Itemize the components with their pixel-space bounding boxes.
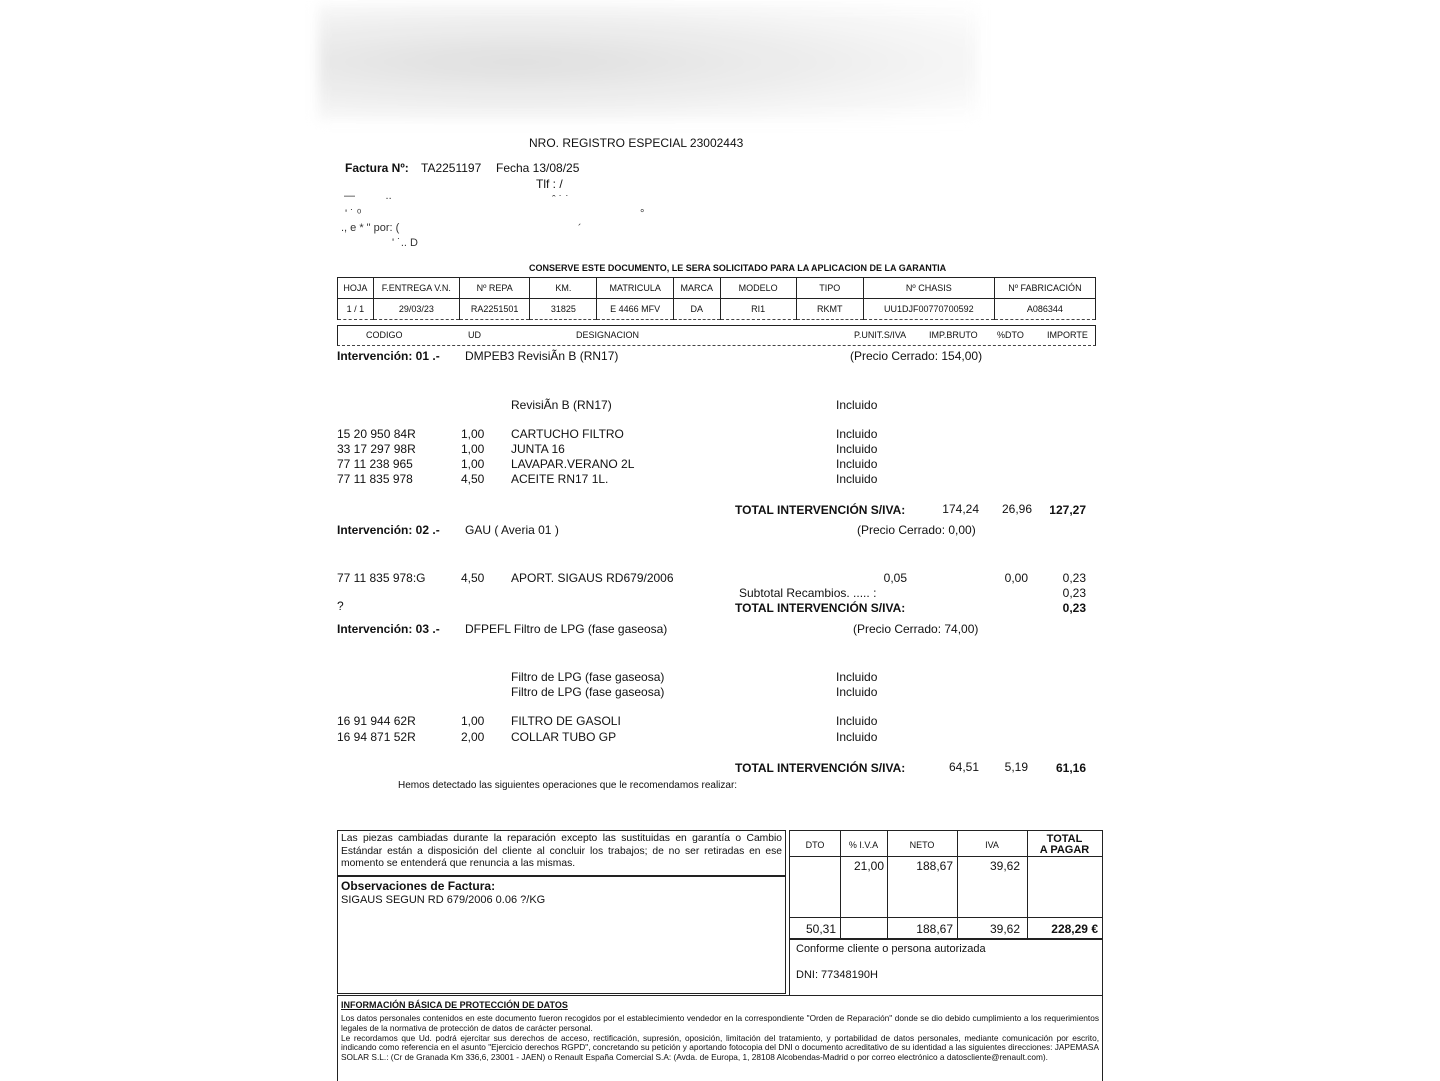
line-designation: ACEITE RN17 1L. (511, 472, 609, 486)
sub-operation: Filtro de LPG (fase gaseosa) (511, 670, 665, 684)
line-code: 16 94 871 52R (337, 730, 416, 744)
line-ud: 1,00 (461, 442, 485, 456)
col-hoja: HOJA (338, 278, 374, 299)
line-designation: JUNTA 16 (511, 442, 565, 456)
total-importe: 0,23 (1062, 601, 1086, 615)
col-matricula: MATRICULA (597, 278, 673, 299)
totals-row-iva-pct: 21,00 (853, 859, 884, 873)
col-km: KM. (530, 278, 597, 299)
totals-iva: 39,62 (989, 922, 1020, 936)
vehicle-table (337, 277, 1096, 320)
totals-h-iva-pct: % I.V.A (848, 840, 879, 850)
line-code: 16 91 944 62R (337, 714, 416, 728)
observations-title: Observaciones de Factura: (341, 879, 496, 893)
col-importe: IMPORTE (1047, 330, 1088, 340)
col-dto: %DTO (997, 330, 1024, 340)
col-marca: MARCA (673, 278, 720, 299)
redacted-text: ' ˙.. D (392, 237, 418, 249)
line-status: Incluido (836, 714, 878, 728)
total-importe: 61,16 (1055, 761, 1086, 775)
status-included: Incluido (836, 670, 878, 684)
total-label: TOTAL INTERVENCIÓN S/IVA: (735, 601, 906, 615)
total-label: TOTAL INTERVENCIÓN S/IVA: (735, 761, 906, 775)
factura-date: Fecha 13/08/25 (496, 161, 580, 175)
legal-p2: Le recordamos que Ud. podrá ejercitar sus derechos de acceso, rectificación, supresión, oposición, limitación del tratamiento, y portabilidad de datos personales, mediante comunicación por escrito, indicando como referencia en el asunto "Ejercicio derechos RGPD", concretando su petición y aportando fotocopia del DNI o documento acreditativo de su identidad a las siguientes direcciones: JAPEMASA SOLAR S.L.: (Cr de Granada Km 336,6, 23001 - JAEN) o Renault España Comercial S.A: (Avda. de Europa, 1, 28108 Alcobendas-Madrid o por correo electrónico a datoscliente@renault.com). (341, 1032, 1099, 1063)
line-status: Incluido (836, 427, 878, 441)
dni: DNI: 77348190H (796, 969, 878, 981)
intervention-desc: GAU ( Averia 01 ) (465, 523, 559, 537)
totals-dto: 50,31 (805, 922, 836, 936)
line-code: 77 11 238 965 (337, 457, 413, 471)
line-code: 33 17 297 98R (337, 442, 416, 456)
line-dto: 0,00 (1004, 571, 1028, 585)
cell-matricula: E 4466 MFV (597, 299, 673, 320)
totals-h-iva: IVA (985, 840, 999, 850)
line-punit: 0,05 (883, 571, 907, 585)
intervention-label: Intervención: 02 .- (337, 523, 440, 537)
totals-h-total-1: TOTAL (1046, 833, 1083, 845)
cell-fentrega: 29/03/23 (373, 299, 459, 320)
col-modelo: MODELO (720, 278, 796, 299)
line-designation: COLLAR TUBO GP (511, 730, 617, 744)
line-status: Incluido (836, 457, 878, 471)
cell-km: 31825 (530, 299, 597, 320)
totals-h-neto: NETO (909, 840, 935, 850)
line-importe: 0,23 (1062, 571, 1086, 585)
conforme-label: Conforme cliente o persona autorizada (796, 943, 986, 955)
subtotal-label: Subtotal Recambios. ..... : (739, 586, 877, 600)
blurred-letterhead (318, 4, 978, 120)
cell-chasis: UU1DJF00770700592 (863, 299, 994, 320)
items-column-header (337, 325, 1096, 346)
line-ud: 2,00 (461, 730, 485, 744)
registro-especial: NRO. REGISTRO ESPECIAL 23002443 (529, 136, 744, 150)
total-importe: 127,27 (1049, 503, 1086, 517)
pieces-notice-box (337, 830, 786, 876)
intervention-desc: DMPEB3 RevisiÃn B (RN17) (465, 349, 619, 363)
total-bruto: 174,24 (942, 502, 979, 516)
total-dto: 5,19 (1004, 760, 1028, 774)
redacted-text: — .. (344, 190, 392, 202)
line-status: Incluido (836, 730, 878, 744)
col-tipo: TIPO (796, 278, 863, 299)
cell-modelo: RI1 (720, 299, 796, 320)
totals-box (789, 830, 1103, 940)
pieces-notice: Las piezas cambiadas durante la reparación excepto las sustituidas en garantía o Cambio Estándar están a disposición del cliente al concluir los trabajos; de no ser retiradas en ese momento se entenderá que renuncia a las mismas. (341, 833, 782, 869)
line-designation: FILTRO DE GASOLI (511, 714, 621, 728)
subtotal-value: 0,23 (1062, 586, 1086, 600)
vehicle-table-header (338, 278, 1096, 299)
totals-row-neto: 188,67 (916, 859, 953, 873)
line-ud: 4,50 (461, 571, 485, 585)
col-punit: P.UNIT.S/IVA (854, 330, 907, 340)
line-ud: 4,50 (461, 472, 485, 486)
totals-h-total-2: A PAGAR (1039, 844, 1090, 856)
line-designation: CARTUCHO FILTRO (511, 427, 624, 441)
sub-operation: Filtro de LPG (fase gaseosa) (511, 685, 665, 699)
line-ud: 1,00 (461, 427, 485, 441)
total-bruto: 64,51 (948, 760, 979, 774)
intervention-precio: (Precio Cerrado: 0,00) (857, 523, 976, 537)
col-chasis: Nº CHASIS (863, 278, 994, 299)
total-label: TOTAL INTERVENCIÓN S/IVA: (735, 503, 906, 517)
cell-repa: RA2251501 (459, 299, 529, 320)
col-repa: Nº REPA (459, 278, 529, 299)
totals-h-dto: DTO (805, 840, 825, 850)
line-status: Incluido (836, 442, 878, 456)
intervention-label: Intervención: 03 .- (337, 622, 440, 636)
line-designation: APORT. SIGAUS RD679/2006 (511, 571, 674, 585)
legal-title: INFORMACIÓN BÁSICA DE PROTECCIÓN DE DATOS (341, 1000, 568, 1010)
observations-text: SIGAUS SEGUN RD 679/2006 0.06 ?/KG (341, 894, 546, 906)
factura-number: TA2251197 (421, 161, 482, 175)
intervention-desc: DFPEFL Filtro de LPG (fase gaseosa) (465, 622, 668, 636)
legal-p1: Los datos personales contenidos en este documento fueron recogidos por el establecimiento vendedor en la correspondiente "Orden de Reparación" donde se dio debido cumplimiento a los requerimientos legales de la normativa de protección de datos de carácter personal. (341, 1013, 1099, 1033)
signature-box (789, 938, 1103, 996)
col-designacion: DESIGNACION (576, 330, 640, 340)
redacted-text: ., e * " por: ( (341, 222, 400, 234)
cell-fabricacion: A086344 (994, 299, 1095, 320)
line-designation: LAVAPAR.VERANO 2L (511, 457, 635, 471)
factura-label: Factura Nº: (345, 161, 409, 175)
telefono: Tlf : / (536, 177, 563, 191)
recommendation-text: Hemos detectado las siguientes operaciones que le recomendamos realizar: (398, 780, 738, 791)
line-code: 15 20 950 84R (337, 427, 416, 441)
line-code: 77 11 835 978:G (337, 571, 426, 585)
totals-row-iva: 39,62 (989, 859, 1020, 873)
col-fentrega: F.ENTREGA V.N. (373, 278, 459, 299)
sub-operation: RevisiÃn B (RN17) (511, 398, 612, 412)
total-dto: 26,96 (1001, 502, 1032, 516)
intervention-label: Intervención: 01 .- (337, 349, 440, 363)
line-code: 77 11 835 978 (337, 472, 413, 486)
guarantee-notice: CONSERVE ESTE DOCUMENTO, LE SERA SOLICITADO PARA LA APLICACION DE LA GARANTIA (529, 263, 947, 273)
col-impbruto: IMP.BRUTO (929, 330, 978, 340)
observations-box (337, 876, 786, 994)
col-fabricacion: Nº FABRICACIÓN (994, 278, 1095, 299)
totals-grand-total: 228,29 € (1051, 922, 1098, 936)
data-protection-box (337, 995, 1103, 1081)
col-ud: UD (468, 330, 481, 340)
vehicle-table-row (338, 299, 1096, 320)
intervention-precio: (Precio Cerrado: 74,00) (853, 622, 979, 636)
unknown-mark: ? (337, 599, 344, 613)
cell-tipo: RKMT (796, 299, 863, 320)
line-ud: 1,00 (461, 714, 485, 728)
redacted-text: ' ˙ ⁰ (345, 208, 362, 220)
intervention-precio: (Precio Cerrado: 154,00) (850, 349, 983, 363)
line-ud: 1,00 (461, 457, 485, 471)
status-included: Incluido (836, 398, 878, 412)
col-codigo: CODIGO (366, 330, 403, 340)
cell-marca: DA (673, 299, 720, 320)
status-included: Incluido (836, 685, 878, 699)
cell-hoja: 1 / 1 (338, 299, 374, 320)
totals-neto: 188,67 (916, 922, 953, 936)
line-status: Incluido (836, 472, 878, 486)
